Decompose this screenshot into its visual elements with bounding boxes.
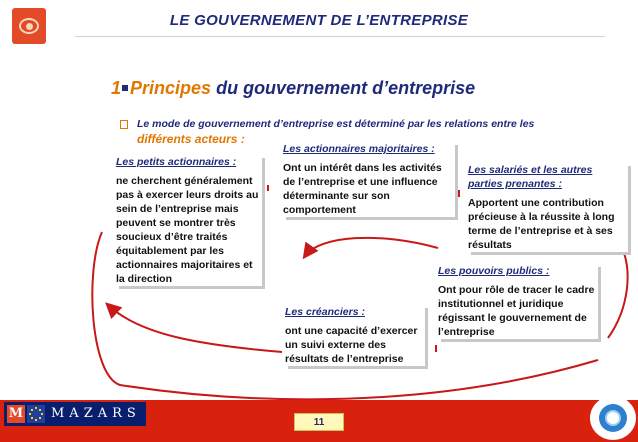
box-petits-actionnaires bbox=[116, 155, 262, 286]
box-salaries-head: Les salariés et les autres parties prenantes : bbox=[468, 164, 593, 190]
box-pouvoirs-body: Ont pour rôle de tracer le cadre institutionnel et juridique régissant le gouvernement de l’entreprise bbox=[438, 284, 595, 338]
arrow-pouvoirs-to-majoritaires bbox=[305, 238, 438, 256]
mazars-logo bbox=[4, 402, 146, 426]
box-majoritaires-head: Les actionnaires majoritaires : bbox=[283, 143, 435, 155]
section-number: 1 bbox=[111, 78, 122, 98]
intro-line: Le mode de gouvernement d’entreprise est déterminé par les relations entre les bbox=[137, 118, 535, 130]
box-petits-body: ne cherchent généralement pas à exercer leurs droits au sein de l’entreprise mais peuvent se montrer très soucieux d’être traités équitablement par les actionnaires majoritaires et la direction bbox=[116, 175, 259, 285]
mazars-brand: MAZARS bbox=[51, 406, 141, 421]
box-salaries bbox=[468, 163, 628, 252]
section-title-word1: Principes bbox=[130, 78, 212, 98]
seal-logo-icon bbox=[590, 396, 636, 440]
box-creanciers-head: Les créanciers : bbox=[285, 306, 365, 318]
slide-header-title: LE GOUVERNEMENT DE L’ENTREPRISE bbox=[169, 12, 469, 29]
box-pouvoirs-publics bbox=[438, 264, 598, 339]
mazars-m-icon: M bbox=[8, 406, 24, 421]
box-creanciers-body: ont une capacité d’exercer un suivi externe des résultats de l’entreprise bbox=[285, 325, 418, 365]
box-creanciers bbox=[285, 305, 425, 366]
arrow-creanciers-to-petits bbox=[108, 305, 282, 352]
intro-tail: : bbox=[237, 132, 245, 146]
arrow-salaries-to-pouvoirs bbox=[608, 240, 628, 338]
box-actionnaires-majoritaires bbox=[283, 142, 455, 217]
eu-stars-icon bbox=[27, 405, 45, 423]
box-salaries-body: Apportent une contribution précieuse à la réussite à long terme de l’entreprise et à ses résultats bbox=[468, 197, 615, 251]
intro-highlight: différents acteurs bbox=[137, 132, 238, 146]
box-majoritaires-body: Ont un intérêt dans les activités de l’entreprise et une influence déterminante sur son comportement bbox=[283, 162, 442, 216]
box-pouvoirs-head: Les pouvoirs publics : bbox=[438, 265, 550, 277]
section-title-rest: du gouvernement d’entreprise bbox=[216, 78, 476, 98]
page-number: 11 bbox=[294, 413, 344, 431]
box-petits-head: Les petits actionnaires : bbox=[116, 156, 237, 168]
